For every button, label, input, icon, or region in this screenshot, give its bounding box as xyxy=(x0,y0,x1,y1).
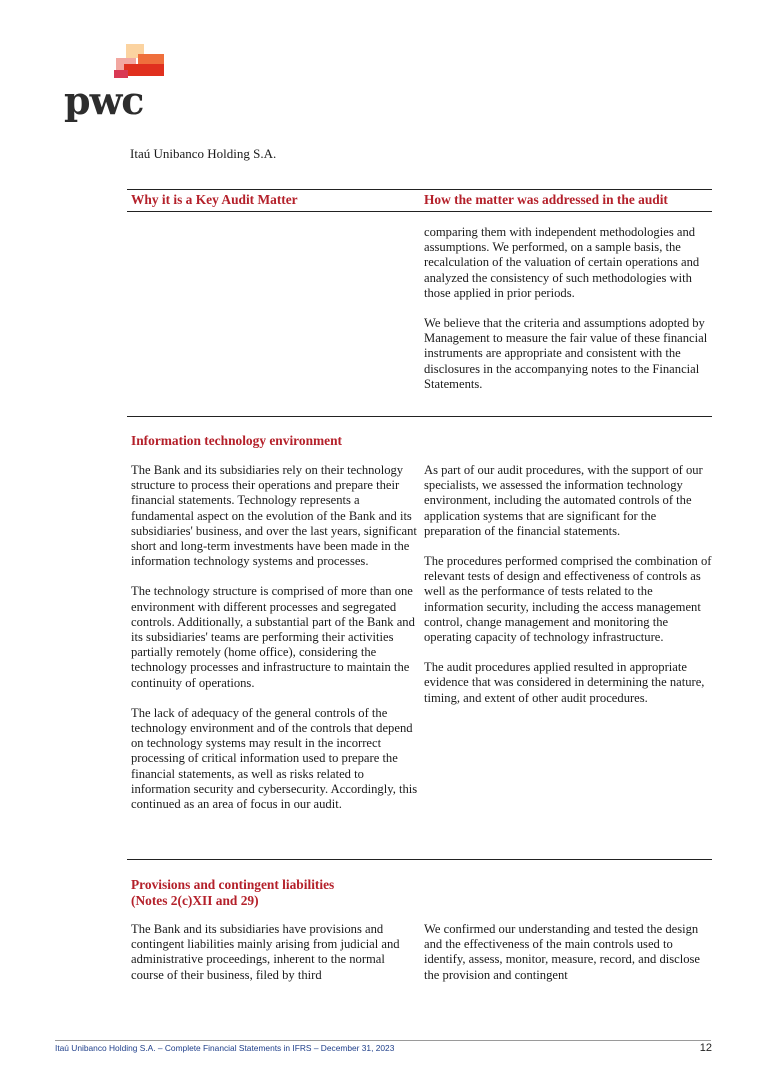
it-left-paragraph-3: The lack of adequacy of the general controls of the technology environment and of the controls that depend on technology systems may result in the incorrect processing of critical information used to prepare the financial statements, as well as risks related to information security and cybersecurity. Accordingly, this continued as an area of focus in our audit. xyxy=(131,705,418,812)
company-name: Itaú Unibanco Holding S.A. xyxy=(130,146,277,161)
section-divider-2 xyxy=(127,859,712,860)
pwc-logo xyxy=(64,42,164,122)
provisions-left-paragraph-1: The Bank and its subsidiaries have provisions and contingent liabilities mainly arising from judicial and administrative proceedings, inherent to the normal course of their business, filed by third xyxy=(131,922,400,982)
provisions-right-column xyxy=(424,922,714,983)
it-right-paragraph-2: The procedures performed comprised the combination of relevant tests of design and effectiveness of controls as well as the performance of tests related to the information security, including the access management control, change management and monitoring the operating capacity of technology infrastructure. xyxy=(424,554,712,645)
it-right-paragraph-1: As part of our audit procedures, with the support of our specialists, we assessed the information technology environment, including the automated controls of the application systems that are significant for the preparation of the financial statements. xyxy=(424,463,703,538)
header-key-audit-matter: Why it is a Key Audit Matter xyxy=(131,192,298,207)
it-section-title: Information technology environment xyxy=(131,433,343,448)
header-how-addressed: How the matter was addressed in the audit xyxy=(424,192,668,207)
it-left-paragraph-2: The technology structure is comprised of more than one environment with different processes and segregated controls. Additionally, a substantial part of the Bank and its subsidiaries' teams are performing their activities partially remotely (home office), considering the technology processes and infrastructure to maintain the continuity of operations. xyxy=(131,584,415,690)
footer-rule xyxy=(55,1040,711,1041)
it-left-paragraph-1: The Bank and its subsidiaries rely on their technology structure to process their operations and prepare their financial statements. Technology represents a fundamental aspect on the evolution of the Bank and its subsidiaries' business, and over the last years, significant short and long-term investments have been made in the information technology systems and processes. xyxy=(131,463,417,569)
logo-wordmark: pwc xyxy=(64,78,144,123)
continued-paragraph-2: We believe that the criteria and assumptions adopted by Management to measure the fair value of these financial instruments are appropriate and consistent with the disclosures in the accompanying notes to the Financial Statements. xyxy=(424,316,708,391)
provisions-left-column xyxy=(131,922,419,983)
it-left-column xyxy=(131,463,419,812)
page-number: 12 xyxy=(699,1042,712,1054)
provisions-section-title xyxy=(131,877,334,908)
it-right-paragraph-3: The audit procedures applied resulted in appropriate evidence that was considered in determining the nature, timing, and extent of other audit procedures. xyxy=(424,660,705,705)
provisions-title-line-1: Provisions and contingent liabilities xyxy=(131,877,335,892)
footer-text: Itaú Unibanco Holding S.A. – Complete Financial Statements in IFRS – December 31, 2023 xyxy=(55,1043,395,1053)
logo-block-5 xyxy=(114,70,128,78)
provisions-right-paragraph-1: We confirmed our understanding and tested the design and the effectiveness of the main controls used to identify, assess, monitor, measure, record, and disclose the provision and contingent xyxy=(424,922,701,982)
header-top-rule xyxy=(127,189,712,190)
it-right-column xyxy=(424,463,714,706)
header-bottom-rule xyxy=(127,211,712,212)
logo-block-4 xyxy=(124,64,164,76)
continued-paragraph-1: comparing them with independent methodologies and assumptions. We performed, on a sample basis, the recalculation of the valuation of certain operations and analyzed the consistency of such methodologies with those applied in prior periods. xyxy=(424,225,700,300)
provisions-title-line-2: (Notes 2(c)XII and 29) xyxy=(131,892,259,908)
continued-right-column xyxy=(424,225,714,392)
section-divider-1 xyxy=(127,416,712,417)
